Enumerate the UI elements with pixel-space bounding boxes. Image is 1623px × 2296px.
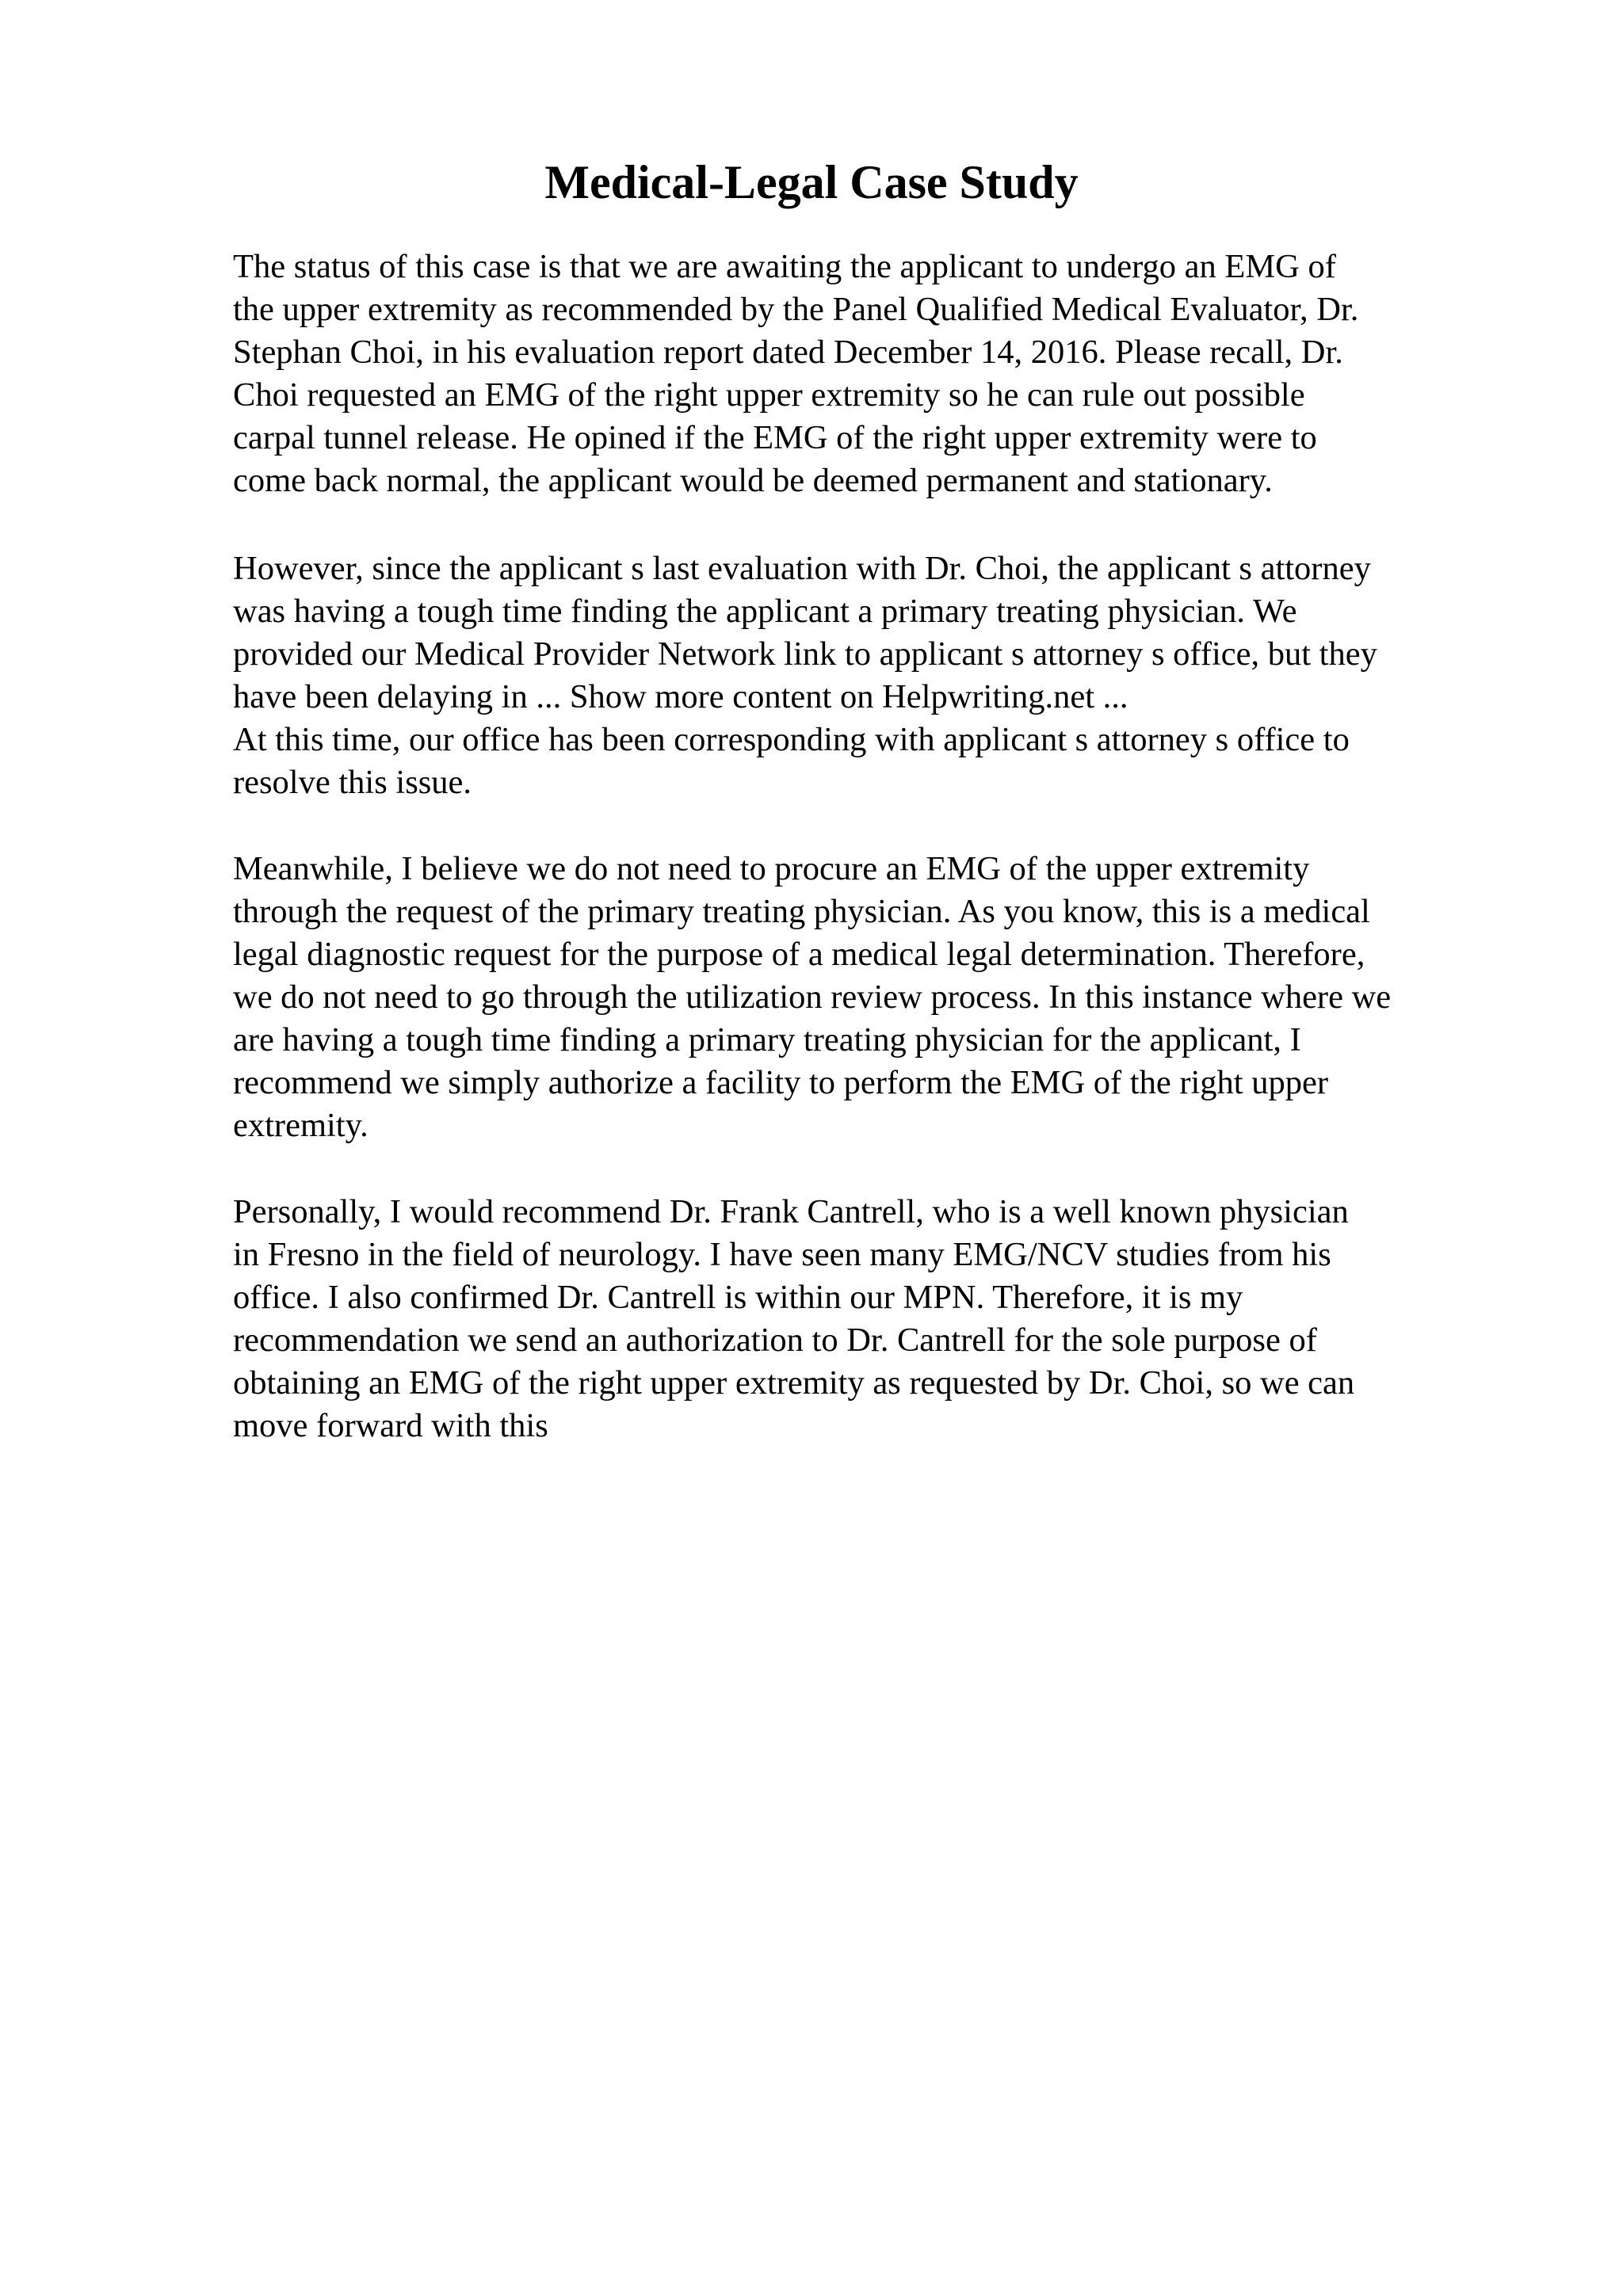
paragraph-3-line: we do not need to go through the utilization review process. In this instance where we	[233, 978, 1392, 1016]
paragraph-4-line: in Fresno in the field of neurology. I have seen many EMG/NCV studies from his	[233, 1236, 1331, 1273]
paragraph-1-line: the upper extremity as recommended by the Panel Qualified Medical Evaluator, Dr.	[233, 291, 1359, 328]
paragraph-2-line: was having a tough time finding the applicant a primary treating physician. We	[233, 593, 1297, 630]
paragraph-2-line: However, since the applicant s last evaluation with Dr. Choi, the applicant s attorney	[233, 550, 1371, 587]
paragraph-4-line: obtaining an EMG of the right upper extremity as requested by Dr. Choi, so we can	[233, 1364, 1355, 1402]
paragraph-3-line: are having a tough time finding a primary treating physician for the applicant, I	[233, 1021, 1301, 1058]
paragraph-3-line: extremity.	[233, 1107, 369, 1144]
paragraph-2-line: At this time, our office has been corresponding with applicant s attorney s office to	[233, 721, 1350, 758]
paragraph-1-line: Choi requested an EMG of the right upper extremity so he can rule out possible	[233, 376, 1305, 414]
paragraph-3-line: Meanwhile, I believe we do not need to procure an EMG of the upper extremity	[233, 850, 1310, 887]
paragraph-2-line: provided our Medical Provider Network link to applicant s attorney s office, but they	[233, 635, 1377, 673]
paragraph-4-line: recommendation we send an authorization to Dr. Cantrell for the sole purpose of	[233, 1322, 1317, 1359]
document-title: Medical-Legal Case Study	[544, 156, 1079, 208]
paragraph-4-line: move forward with this	[233, 1407, 548, 1444]
paragraph-1-line: The status of this case is that we are awaiting the applicant to undergo an EMG of	[233, 248, 1336, 285]
paragraph-3-line: through the request of the primary treating physician. As you know, this is a medical	[233, 893, 1370, 930]
paragraph-1-line: Stephan Choi, in his evaluation report dated December 14, 2016. Please recall, Dr.	[233, 334, 1343, 371]
paragraph-1-line: carpal tunnel release. He opined if the EMG of the right upper extremity were to	[233, 419, 1317, 456]
paragraph-1-line: come back normal, the applicant would be deemed permanent and stationary.	[233, 462, 1273, 499]
paragraph-2-line: resolve this issue.	[233, 764, 472, 801]
paragraph-2-line: have been delaying in ... Show more content on Helpwriting.net ...	[233, 678, 1128, 715]
paragraph-3-line: legal diagnostic request for the purpose of a medical legal determination. Therefore,	[233, 936, 1365, 973]
paragraph-3-line: recommend we simply authorize a facility to perform the EMG of the right upper	[233, 1064, 1328, 1101]
paragraph-4-line: Personally, I would recommend Dr. Frank Cantrell, who is a well known physician	[233, 1193, 1349, 1230]
paragraph-4-line: office. I also confirmed Dr. Cantrell is within our MPN. Therefore, it is my	[233, 1279, 1243, 1316]
